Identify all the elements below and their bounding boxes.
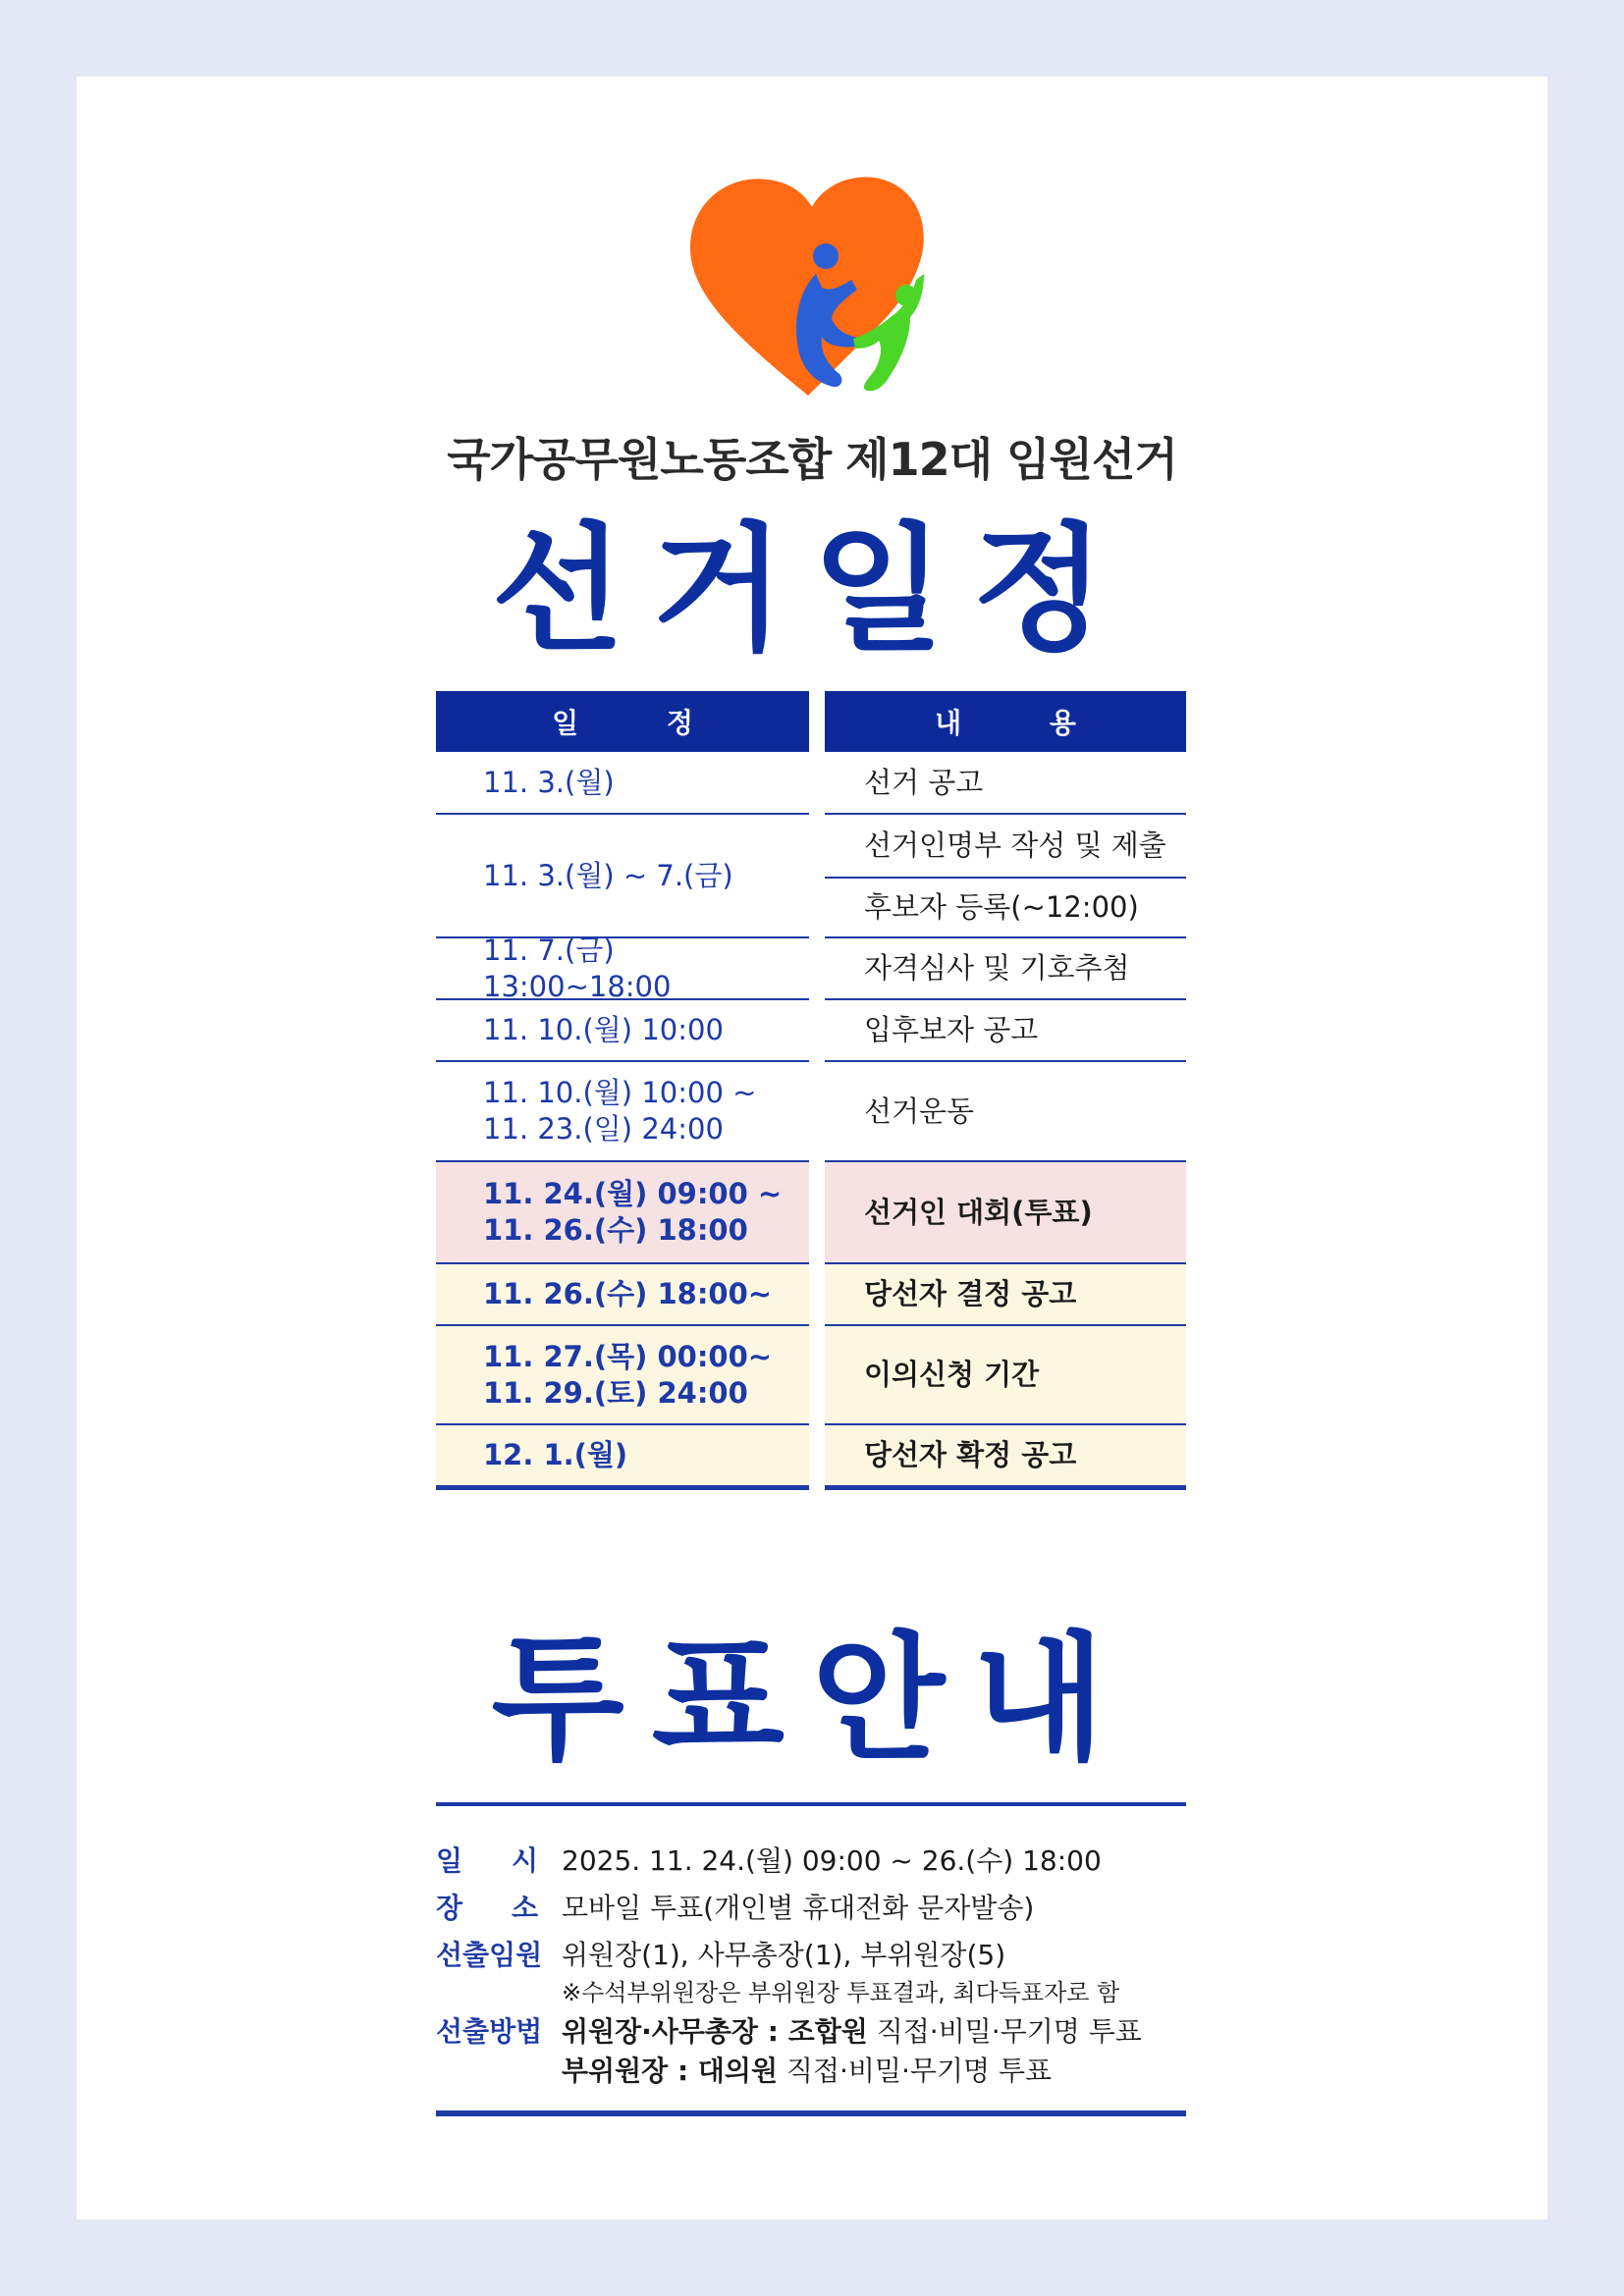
content-text: 당선자 결정 공고: [864, 1277, 1077, 1310]
date-text: 11. 27.(목) 00:00~: [483, 1339, 773, 1373]
schedule-row-date: [436, 933, 809, 1003]
schedule-row-content: [825, 1000, 1186, 1062]
date-text: 11. 7.(금) 13:00~18:00: [483, 933, 672, 1003]
content-text: 자격심사 및 기호추첨: [864, 951, 1130, 985]
union-logo-icon: [682, 172, 947, 402]
content-text: 선거운동: [864, 1094, 975, 1128]
schedule-row-date: [436, 1425, 809, 1490]
content-text: 선거인명부 작성 및 제출: [864, 828, 1166, 862]
date-text: 11. 3.(월): [483, 765, 615, 799]
vote-method-label: 선출방법: [436, 2015, 543, 2048]
schedule-row-content: [825, 815, 1186, 877]
header-date: 일 정: [436, 691, 809, 752]
election-subtitle: 국가공무원노동조합 제12대 임원선거: [447, 433, 1177, 486]
schedule-row-date: [436, 1326, 809, 1425]
schedule-row-date: [436, 815, 809, 938]
schedule-row-content: [825, 879, 1186, 938]
content-text: 선거인 대회(투표): [864, 1195, 1093, 1229]
schedule-row-date: [436, 1062, 809, 1162]
date-text: 11. 24.(월) 09:00 ~: [483, 1177, 783, 1210]
vote-officers-note: ※수석부위원장은 부위원장 투표결과, 최다득표자로 함: [562, 1979, 1120, 2006]
date-text: 12. 1.(월): [483, 1438, 628, 1471]
vote-officers-label: 선출임원: [436, 1939, 543, 1971]
date-text: 11. 26.(수) 18:00: [483, 1213, 748, 1247]
vote-place-value: 모바일 투표(개인별 휴대전화 문자발송): [562, 1892, 1035, 1924]
date-text: 11. 10.(월) 10:00 ~: [483, 1076, 757, 1109]
vote-method-line1: 위원장·사무총장 : 조합원 직접·비밀·무기명 투표: [562, 2015, 1142, 2048]
date-text: 11. 10.(월) 10:00: [483, 1013, 724, 1046]
date-text: 11. 23.(일) 24:00: [483, 1112, 724, 1146]
vote-guide-title: 투표안내: [491, 1620, 1133, 1780]
date-text: 11. 29.(토) 24:00: [483, 1375, 748, 1410]
schedule-title: 선거일정: [491, 510, 1133, 670]
schedule-row-date: [436, 1000, 809, 1062]
date-text: 11. 26.(수) 18:00~: [483, 1277, 773, 1310]
schedule-row-content: [825, 1162, 1186, 1264]
schedule-row-date: [436, 1162, 809, 1264]
schedule-row-content: [825, 752, 1186, 815]
vote-place-label: 장 소: [436, 1892, 538, 1924]
vote-top-rule: [436, 1802, 1186, 1806]
vote-officers-value: 위원장(1), 사무총장(1), 부위원장(5): [562, 1939, 1006, 1971]
content-text: 이의신청 기간: [864, 1358, 1040, 1391]
vote-date-label: 일 시: [436, 1844, 538, 1877]
schedule-row-content: [825, 1425, 1186, 1490]
vote-method-line2: 부위원장 : 대의원 직접·비밀·무기명 투표: [562, 2055, 1053, 2087]
vote-date-value: 2025. 11. 24.(월) 09:00 ~ 26.(수) 18:00: [562, 1844, 1102, 1877]
schedule-row-content: [825, 1062, 1186, 1162]
schedule-row-date: [436, 1264, 809, 1326]
header-content: 내 용: [825, 691, 1186, 752]
vote-bottom-rule: [436, 2110, 1186, 2116]
content-text: 당선자 확정 공고: [864, 1438, 1077, 1471]
content-text: 입후보자 공고: [864, 1013, 1039, 1046]
date-text: 11. 3.(월) ~ 7.(금): [483, 858, 733, 892]
content-text: 후보자 등록(~12:00): [864, 890, 1139, 924]
schedule-row-date: [436, 752, 809, 815]
schedule-row-content: [825, 938, 1186, 1000]
content-text: 선거 공고: [864, 765, 984, 799]
blue-figure-head: [813, 243, 839, 269]
schedule-row-content: [825, 1264, 1186, 1326]
schedule-row-content: [825, 1326, 1186, 1425]
